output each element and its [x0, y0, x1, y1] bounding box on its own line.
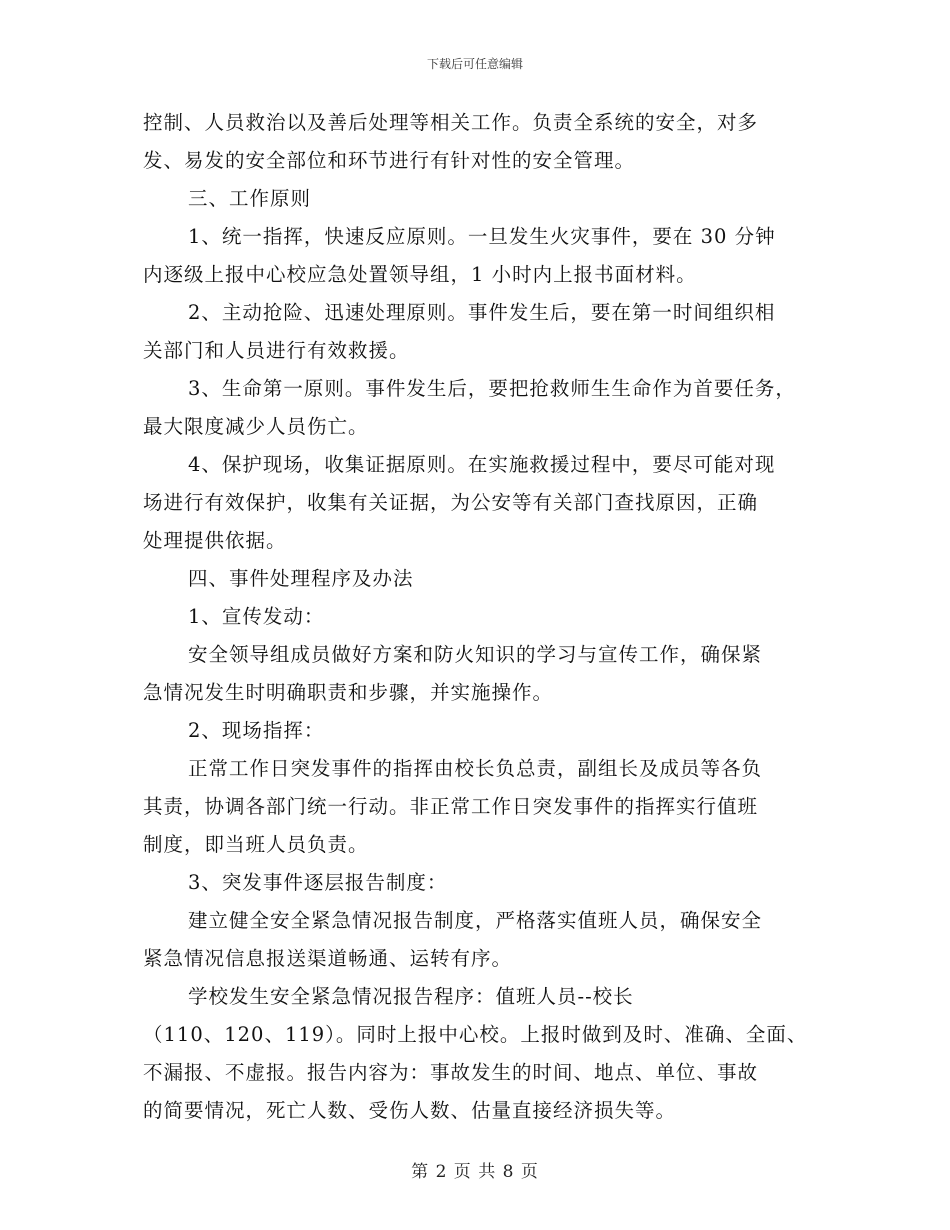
paragraph-line: 不漏报、不虚报。报告内容为：事故发生的时间、地点、单位、事故 — [143, 1061, 759, 1084]
paragraph-line: 控制、人员救治以及善后处理等相关工作。负责全系统的安全，对多 — [143, 111, 759, 134]
page-header: 下载后可任意编辑 — [426, 57, 523, 71]
paragraph-line: 急情况发生时明确职责和步骤，并实施操作。 — [143, 681, 554, 704]
paragraph-line: 正常工作日突发事件的指挥由校长负总责，副组长及成员等各负 — [188, 757, 763, 780]
paragraph-line: 1、统一指挥，快速反应原则。一旦发生火灾事件，要在 30 分钟 — [188, 225, 776, 248]
paragraph-line: 2、主动抢险、迅速处理原则。事件发生后，要在第一时间组织相 — [188, 301, 776, 324]
paragraph-line: 场进行有效保护，收集有关证据，为公安等有关部门查找原因，正确 — [143, 491, 759, 514]
paragraph-line: 安全领导组成员做好方案和防火知识的学习与宣传工作，确保紧 — [188, 643, 763, 666]
paragraph-line: 内逐级上报中心校应急处置领导组，1 小时内上报书面材料。 — [143, 263, 697, 286]
paragraph-line: 紧急情况信息报送渠道畅通、运转有序。 — [143, 947, 513, 970]
paragraph-line: 制度，即当班人员负责。 — [143, 833, 369, 856]
subsection-heading: 2、现场指挥： — [188, 719, 325, 742]
section-heading: 三、工作原则 — [188, 187, 312, 210]
section-heading: 四、事件处理程序及办法 — [188, 567, 414, 590]
paragraph-line: 建立健全安全紧急情况报告制度，严格落实值班人员，确保安全 — [188, 909, 763, 932]
subsection-heading: 1、宣传发动： — [188, 605, 325, 628]
paragraph-line: 其责，协调各部门统一行动。非正常工作日突发事件的指挥实行值班 — [143, 795, 759, 818]
paragraph-line: 发、易发的安全部位和环节进行有针对性的安全管理。 — [143, 149, 636, 172]
subsection-heading: 3、突发事件逐层报告制度： — [188, 871, 448, 894]
paragraph-line: 处理提供依据。 — [143, 529, 287, 552]
paragraph-line: 的简要情况，死亡人数、受伤人数、估量直接经济损失等。 — [143, 1099, 677, 1122]
paragraph-line: 最大限度减少人员伤亡。 — [143, 415, 369, 438]
page-number: 第 2 页 共 8 页 — [411, 1162, 539, 1182]
document-body — [143, 104, 833, 1130]
paragraph-line: 关部门和人员进行有效救援。 — [143, 339, 410, 362]
paragraph-line: （110、120、119）。同时上报中心校。上报时做到及时、准确、全面、 — [143, 1023, 808, 1046]
paragraph-line: 3、生命第一原则。事件发生后，要把抢救师生生命作为首要任务， — [188, 377, 796, 400]
paragraph-line: 学校发生安全紧急情况报告程序：值班人员--校长 — [188, 985, 634, 1008]
paragraph-line: 4、保护现场，收集证据原则。在实施救援过程中，要尽可能对现 — [188, 453, 776, 476]
